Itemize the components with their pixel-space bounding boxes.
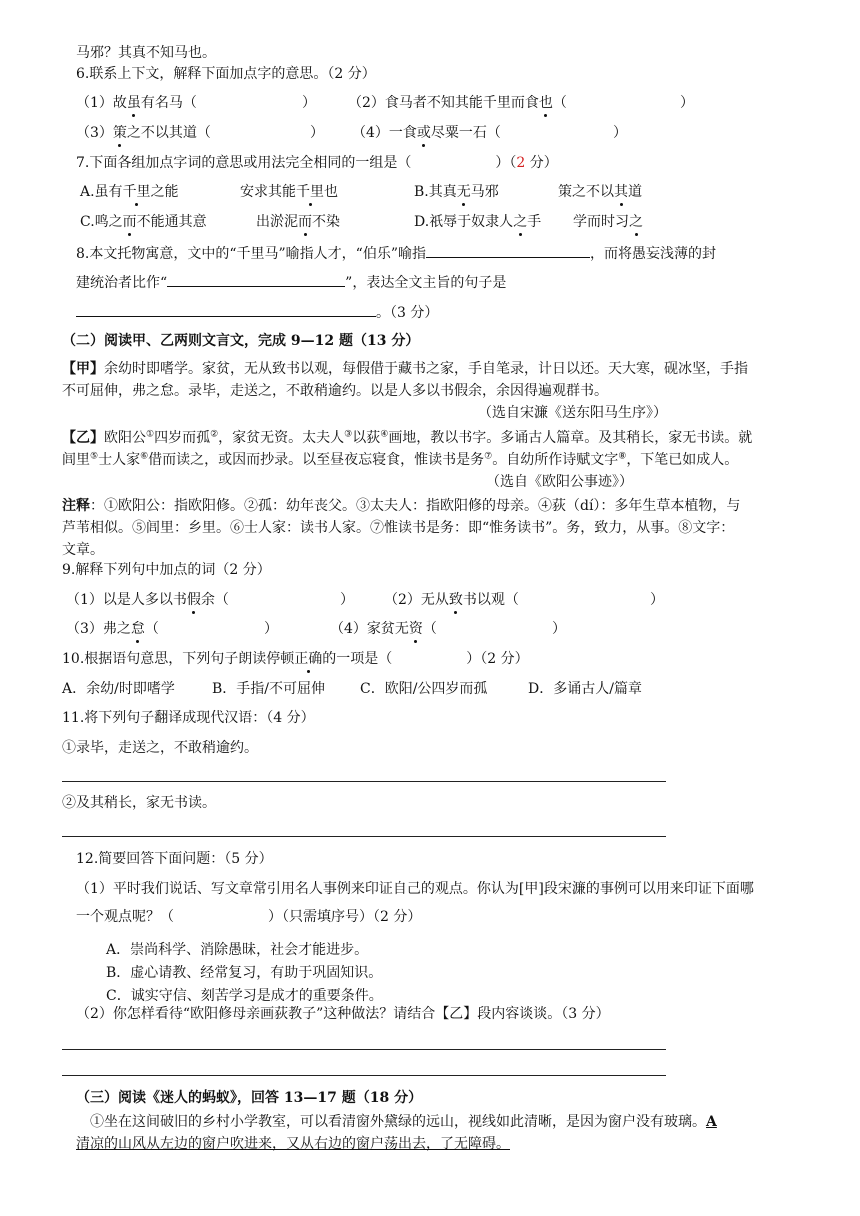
q11-answer-line-2[interactable] bbox=[62, 836, 666, 837]
q7-option-b-1: B.其真无马邪 bbox=[414, 184, 499, 200]
q7-option-c-1: C.鸣之而不能通其意 bbox=[80, 214, 207, 230]
q10-option-c: C．欧阳/公四岁而孤 bbox=[360, 681, 488, 697]
q9-item-3: （3）弗之怠（ bbox=[66, 621, 159, 637]
notes-line-3: 文章。 bbox=[62, 542, 104, 558]
q6-item-4: （4）一食或尽粟一石（ bbox=[352, 125, 501, 141]
annotation-mark-a: A bbox=[706, 1114, 717, 1130]
q12-part-2: （2）你怎样看待“欧阳修母亲画荻教子”这种做法？请结合【乙】段内容谈谈。（3 分） bbox=[76, 1006, 610, 1022]
q9-heading: 9.解释下列句中加点的词（2 分） bbox=[62, 562, 271, 578]
q10-heading: 10.根据语句意思，下列句子朗读停顿正确的一项是（ ）（2 分） bbox=[62, 651, 529, 667]
q8-line-3: 。（3 分） bbox=[76, 301, 438, 323]
q9-item-2: （2）无从致书以观（ bbox=[384, 592, 519, 608]
q12-part-1-line-1: （1）平时我们说话、写文章常引用名人事例来印证自己的观点。你认为[甲]段宋濂的事例可以用来印证下面哪 bbox=[76, 881, 754, 897]
text-yi-source: （选自《欧阳公事迹》） bbox=[486, 474, 633, 490]
q9-item-1-close: ） bbox=[340, 592, 354, 608]
q6-item-4-close: ） bbox=[613, 125, 627, 141]
q6-item-2-close: ） bbox=[680, 95, 694, 111]
text-jia-line-2: 不可屈伸，弗之怠。录毕，走送之，不敢稍逾约。以是人多以书假余，余因得遍观群书。 bbox=[62, 383, 608, 399]
q7-option-a-2: 安求其能千里也 bbox=[240, 184, 338, 200]
q7-option-c-2: 出淤泥而不染 bbox=[256, 214, 340, 230]
q8-blank-3[interactable] bbox=[76, 301, 376, 317]
q12-heading: 12.简要回答下面问题：（5 分） bbox=[76, 851, 273, 867]
q8-blank-1[interactable] bbox=[426, 242, 590, 258]
q10-option-a: A．余幼/时即嗜学 bbox=[62, 681, 175, 697]
passage-3-para-1-line-1: ①坐在这间破旧的乡村小学教室，可以看清窗外黛绿的远山，视线如此清晰，是因为窗户没有玻璃。A bbox=[90, 1114, 717, 1130]
q12-option-c: C．诚实守信、刻苦学习是成才的重要条件。 bbox=[106, 988, 383, 1004]
q7-option-d-1: D.祇辱于奴隶人之手 bbox=[414, 214, 542, 230]
q6-item-1-close: ） bbox=[302, 95, 316, 111]
q7-option-b-2: 策之不以其道 bbox=[558, 184, 642, 200]
q8-blank-2[interactable] bbox=[167, 271, 345, 287]
notes-line-1: 注释：①欧阳公：指欧阳修。②孤：幼年丧父。③太夫人：指欧阳修的母亲。④荻（dí）：多年生草本植物，与 bbox=[62, 498, 741, 514]
q9-item-2-close: ） bbox=[650, 592, 664, 608]
passage-ending-line: 马邪？其真不知马也。 bbox=[76, 45, 216, 61]
q8-line-2: 建统治者比作“ ”，表达全文主旨的句子是 bbox=[76, 271, 506, 293]
section-3-title: （三）阅读《迷人的蚂蚁》，回答 13—17 题（18 分） bbox=[76, 1090, 423, 1106]
q11-sentence-1: ①录毕，走送之，不敢稍逾约。 bbox=[62, 740, 258, 756]
q12-answer-line-2[interactable] bbox=[62, 1075, 666, 1076]
section-2-title: （二）阅读甲、乙两则文言文，完成 9—12 题（13 分） bbox=[62, 333, 420, 349]
q10-option-b: B．手指/不可屈伸 bbox=[212, 681, 326, 697]
q6-item-3-close: ） bbox=[310, 125, 324, 141]
text-jia-line-1: 【甲】余幼时即嗜学。家贫，无从致书以观，每假借于藏书之家，手自笔录，计日以还。天大寒，砚冰坚，手指 bbox=[62, 361, 748, 377]
text-jia-source: （选自宋濂《送东阳马生序》） bbox=[478, 405, 667, 421]
q7-option-d-2: 学而时习之 bbox=[573, 214, 643, 230]
text-yi-line-2: 闾里⑤士人家⑥借而读之，或因而抄录。以至昼夜忘寝食，惟读书是务⑦。自幼所作诗赋文字⑧，下笔已如成人。 bbox=[62, 451, 739, 468]
notes-line-2: 芦苇相似。⑤闾里：乡里。⑥士人家：读书人家。⑦惟读书是务：即“惟务读书”。务，致力，从事。⑧文字： bbox=[62, 520, 735, 536]
q9-item-1: （1）以是人多以书假余（ bbox=[66, 592, 229, 608]
q12-option-b: B．虚心请教、经常复习，有助于巩固知识。 bbox=[106, 965, 383, 981]
q8-line-1: 8.本文托物寓意，文中的“千里马”喻指人才，“伯乐”喻指 ，而将愚妄浅薄的封 bbox=[76, 242, 716, 264]
q11-answer-line-1[interactable] bbox=[62, 781, 666, 782]
q9-item-3-close: ） bbox=[264, 621, 278, 637]
q9-item-4-close: ） bbox=[552, 621, 566, 637]
q12-part-1-line-2: 一个观点呢？（ ）（只需填序号）（2 分） bbox=[76, 909, 422, 925]
q6-item-2: （2）食马者不知其能千里而食也（ bbox=[348, 95, 567, 111]
q9-item-4: （4）家贫无资（ bbox=[330, 621, 437, 637]
q11-sentence-2: ②及其稍长，家无书读。 bbox=[62, 795, 216, 811]
q7-option-a-1: A.虽有千里之能 bbox=[80, 184, 179, 200]
q7-heading: 7.下面各组加点字词的意思或用法完全相同的一组是（ ）（2 分） bbox=[76, 155, 558, 171]
text-yi-line-1: 【乙】欧阳公①四岁而孤②，家贫无资。太夫人③以荻④画地，教以书字。多诵古人篇章。及其稍长，家无书读。就 bbox=[62, 429, 753, 446]
passage-3-para-1-line-2: 清凉的山风从左边的窗户吹进来，又从右边的窗户荡出去，了无障碍。 bbox=[76, 1136, 510, 1152]
q6-item-1: （1）故虽有名马（ bbox=[76, 95, 197, 111]
q6-heading: 6.联系上下文，解释下面加点字的意思。（2 分） bbox=[76, 66, 376, 82]
q12-option-a: A．崇尚科学、消除愚昧，社会才能进步。 bbox=[106, 942, 369, 958]
q10-option-d: D．多诵古人/篇章 bbox=[528, 681, 642, 697]
q11-heading: 11.将下列句子翻译成现代汉语：（4 分） bbox=[62, 710, 315, 726]
q6-item-3: （3）策之不以其道（ bbox=[76, 125, 211, 141]
q12-answer-line-1[interactable] bbox=[62, 1049, 666, 1050]
